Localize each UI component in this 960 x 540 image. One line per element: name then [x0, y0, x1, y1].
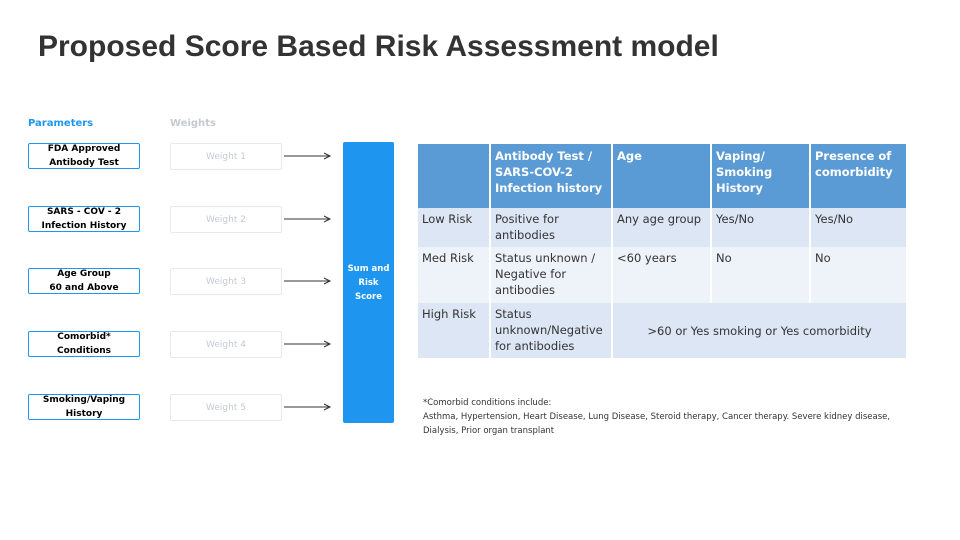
table-header-cell — [418, 144, 490, 208]
table-row-high-risk — [418, 303, 906, 358]
risk-level-cell: Med Risk — [418, 247, 490, 303]
parameter-label-line: History — [65, 409, 103, 419]
parameter-label-line: FDA Approved — [47, 144, 121, 154]
sum-label-line: Sum and — [347, 263, 390, 274]
arrow-icon — [284, 339, 332, 349]
parameter-label-line: SARS - COV - 2 — [46, 207, 122, 217]
footnote-heading: *Comorbid conditions include: — [423, 398, 552, 408]
table-cell-merged: >60 or Yes smoking or Yes comorbidity — [612, 303, 906, 358]
table-cell: Any age group — [612, 208, 711, 247]
parameter-label-line: Comorbid* — [57, 332, 111, 342]
parameter-box-age-group — [28, 268, 140, 294]
parameter-label-line: Smoking/Vaping — [42, 395, 126, 405]
weight-box-2: Weight 2 — [170, 206, 282, 233]
table-cell: Yes/No — [810, 208, 906, 247]
parameter-label-line: Conditions — [56, 346, 112, 356]
sum-label-line: Risk — [358, 277, 379, 288]
sum-label-line: Score — [355, 291, 382, 302]
table-header-row — [418, 144, 906, 208]
parameter-label-line: Infection History — [41, 221, 127, 231]
table-cell: No — [711, 247, 810, 303]
table-header-cell: Vaping/ Smoking History — [711, 144, 810, 208]
table-cell: No — [810, 247, 906, 303]
page-title: Proposed Score Based Risk Assessment model — [38, 30, 719, 63]
parameter-box-comorbid — [28, 331, 140, 357]
table-header-cell: Antibody Test / SARS-COV-2 Infection history — [490, 144, 612, 208]
parameter-label-line: Age Group — [57, 269, 111, 279]
table-row-med-risk — [418, 247, 906, 303]
parameter-box-smoking-vaping — [28, 394, 140, 420]
parameter-box-sars-cov-2 — [28, 206, 140, 232]
arrow-icon — [284, 151, 332, 161]
risk-level-cell: High Risk — [418, 303, 490, 358]
weight-box-5: Weight 5 — [170, 394, 282, 421]
table-header-cell: Age — [612, 144, 711, 208]
weight-box-4: Weight 4 — [170, 331, 282, 358]
arrow-icon — [284, 214, 332, 224]
table-header-cell: Presence of comorbidity — [810, 144, 906, 208]
sum-risk-score-bar — [343, 142, 394, 423]
table-cell: Yes/No — [711, 208, 810, 247]
weights-header: Weights — [170, 118, 216, 129]
parameter-box-fda-antibody — [28, 143, 140, 169]
table-cell: <60 years — [612, 247, 711, 303]
risk-level-cell: Low Risk — [418, 208, 490, 247]
table-cell: Status unknown/Negative for antibodies — [490, 303, 612, 358]
table-cell: Status unknown / Negative for antibodies — [490, 247, 612, 303]
parameter-label-line: 60 and Above — [49, 283, 119, 293]
arrow-icon — [284, 276, 332, 286]
footnote-line: Asthma, Hypertension, Heart Disease, Lung Disease, Steroid therapy, Cancer therapy. Severe kidney disease, — [423, 412, 891, 422]
comorbid-footnote — [423, 396, 913, 438]
parameter-label-line: Antibody Test — [49, 158, 119, 168]
risk-table — [418, 144, 906, 358]
table-row-low-risk — [418, 208, 906, 247]
table-cell: Positive for antibodies — [490, 208, 612, 247]
footnote-line: Dialysis, Prior organ transplant — [423, 426, 555, 436]
weight-box-1: Weight 1 — [170, 143, 282, 170]
parameters-header: Parameters — [28, 118, 94, 129]
weight-box-3: Weight 3 — [170, 268, 282, 295]
arrow-icon — [284, 402, 332, 412]
